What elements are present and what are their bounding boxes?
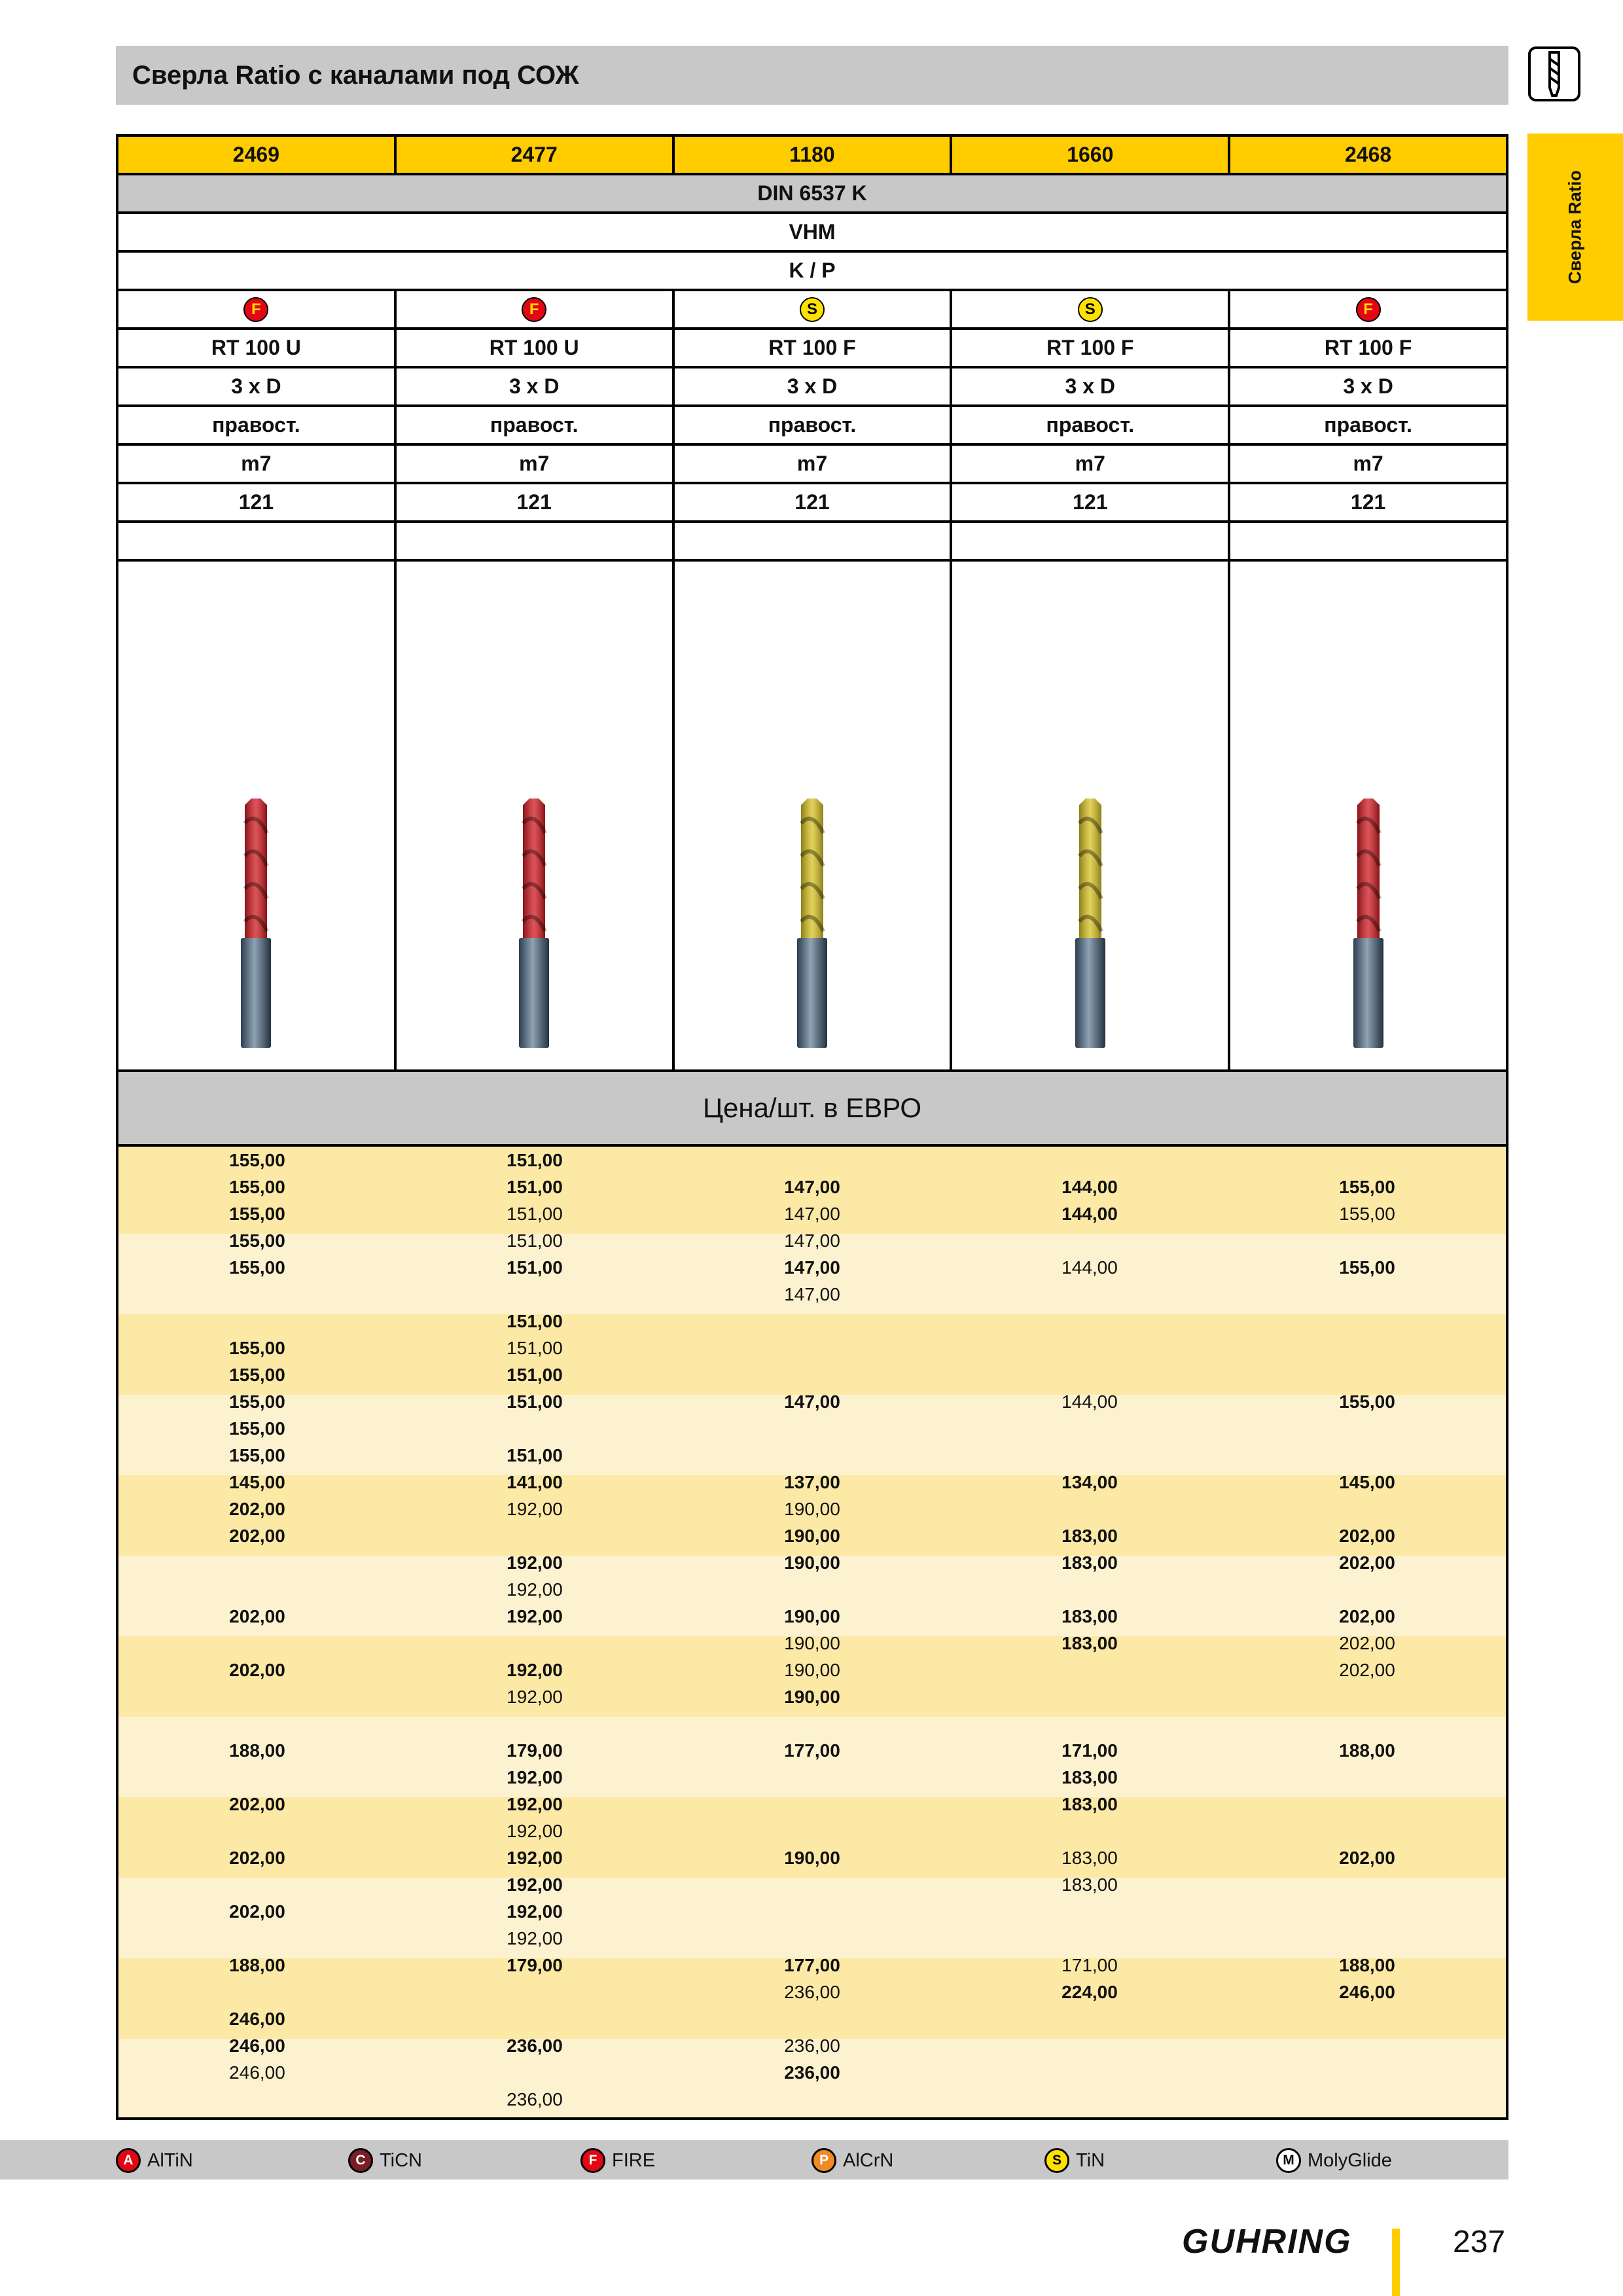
price-cell: 202,00 <box>229 1848 285 1868</box>
price-cell: 155,00 <box>229 1204 285 1224</box>
application-value: K / P <box>789 259 836 282</box>
side-tab-label: Сверла Ratio <box>1565 170 1585 284</box>
price-cell: 183,00 <box>1061 1552 1118 1573</box>
price-header: Цена/шт. в ЕВРО <box>118 1072 1506 1147</box>
price-cell: 202,00 <box>1339 1552 1395 1573</box>
price-cell: 155,00 <box>1339 1204 1395 1224</box>
price-cell: 151,00 <box>507 1204 563 1224</box>
price-cell: 246,00 <box>229 2036 285 2056</box>
price-cell: 192,00 <box>507 1874 563 1895</box>
article-number: 2469 <box>118 137 397 173</box>
coating-fire-icon: F <box>580 2148 605 2173</box>
price-cell: 183,00 <box>1061 1848 1118 1868</box>
price-cell: 137,00 <box>784 1472 840 1492</box>
drill-image <box>511 797 557 1052</box>
coating-icon: S <box>800 297 825 322</box>
price-cell: 141,00 <box>507 1472 563 1492</box>
standard-row <box>118 175 1506 214</box>
type-value: RT 100 U <box>397 330 675 366</box>
direction-value: правост. <box>952 407 1230 443</box>
price-cell: 190,00 <box>784 1660 840 1680</box>
side-tab[interactable] <box>1527 134 1623 321</box>
price-cell: 190,00 <box>784 1848 840 1868</box>
price-cell: 202,00 <box>229 1499 285 1519</box>
price-cell: 202,00 <box>1339 1848 1395 1868</box>
legend-item <box>1276 2147 1392 2174</box>
legend-item <box>580 2147 655 2174</box>
price-cell: 144,00 <box>1061 1257 1118 1278</box>
length-value: 3 x D <box>118 368 397 404</box>
length-value: 3 x D <box>1343 374 1393 398</box>
price-cell: 190,00 <box>784 1633 840 1653</box>
price-cell: 246,00 <box>229 2009 285 2029</box>
price-cell: 202,00 <box>229 1606 285 1626</box>
legend-label: FIRE <box>612 2149 656 2171</box>
direction-row <box>118 407 1506 446</box>
coating-ticn-icon: C <box>348 2148 373 2173</box>
tolerance-value: m7 <box>675 446 953 482</box>
price-cell: 192,00 <box>507 1901 563 1922</box>
price-cell: 151,00 <box>507 1230 563 1251</box>
standard-value: DIN 6537 K <box>757 181 867 205</box>
price-cell: 192,00 <box>507 1579 563 1600</box>
footer-divider <box>1392 2229 1400 2296</box>
price-cell: 145,00 <box>1339 1472 1395 1492</box>
price-cell: 155,00 <box>229 1391 285 1412</box>
price-cell: 155,00 <box>229 1338 285 1358</box>
price-cell: 192,00 <box>507 1794 563 1814</box>
material-row <box>118 214 1506 253</box>
article-number: 1180 <box>675 137 953 173</box>
price-cell: 155,00 <box>229 1418 285 1439</box>
drill-image <box>233 797 279 1052</box>
price-cell: 147,00 <box>784 1257 840 1278</box>
legend-item <box>812 2147 893 2174</box>
legend-label: MolyGlide <box>1308 2149 1392 2171</box>
price-cell: 171,00 <box>1061 1955 1118 1975</box>
price-cell: 188,00 <box>229 1955 285 1975</box>
legend-label: TiCN <box>380 2149 422 2171</box>
price-cell: 192,00 <box>507 1821 563 1841</box>
drill-image <box>1346 797 1391 1052</box>
price-table <box>118 1147 1506 2117</box>
price-cell: 192,00 <box>507 1552 563 1573</box>
price-cell: 246,00 <box>229 2062 285 2083</box>
type-row <box>118 330 1506 368</box>
application-row <box>118 253 1506 291</box>
price-cell: 144,00 <box>1061 1391 1118 1412</box>
direction-value: правост. <box>1324 413 1412 437</box>
legend-item <box>348 2147 422 2174</box>
price-cell: 147,00 <box>784 1230 840 1251</box>
page-number: 237 <box>1453 2225 1506 2259</box>
price-cell: 192,00 <box>507 1687 563 1707</box>
legend-label: AlTiN <box>147 2149 193 2171</box>
price-cell: 202,00 <box>229 1794 285 1814</box>
price-cell: 144,00 <box>1061 1177 1118 1197</box>
price-cell: 147,00 <box>784 1391 840 1412</box>
type-value: RT 100 U <box>118 330 397 366</box>
price-cell: 151,00 <box>507 1311 563 1331</box>
price-cell: 183,00 <box>1061 1874 1118 1895</box>
price-cell: 190,00 <box>784 1552 840 1573</box>
price-cell: 236,00 <box>507 2036 563 2056</box>
material-value: VHM <box>789 220 836 243</box>
price-cell: 147,00 <box>784 1284 840 1304</box>
price-cell: 151,00 <box>507 1257 563 1278</box>
price-cell: 145,00 <box>229 1472 285 1492</box>
price-cell: 190,00 <box>784 1499 840 1519</box>
length-value: 3 x D <box>952 368 1230 404</box>
price-cell: 155,00 <box>229 1257 285 1278</box>
price-cell: 179,00 <box>507 1740 563 1761</box>
length-row <box>118 368 1506 407</box>
price-cell: 134,00 <box>1061 1472 1118 1492</box>
article-number: 2477 <box>397 137 675 173</box>
price-cell: 183,00 <box>1061 1794 1118 1814</box>
price-cell: 151,00 <box>507 1150 563 1170</box>
direction-value: правост. <box>118 407 397 443</box>
tolerance-value: m7 <box>397 446 675 482</box>
price-cell: 151,00 <box>507 1391 563 1412</box>
brand-logo: GUHRING <box>1182 2223 1352 2261</box>
price-cell: 192,00 <box>507 1660 563 1680</box>
price-cell: 151,00 <box>507 1177 563 1197</box>
coating-icon: F <box>243 297 268 322</box>
price-cell: 177,00 <box>784 1740 840 1761</box>
tolerance-value: m7 <box>118 446 397 482</box>
page-ref-value: 121 <box>118 484 397 520</box>
price-cell: 202,00 <box>1339 1526 1395 1546</box>
price-cell: 192,00 <box>507 1767 563 1787</box>
price-cell: 147,00 <box>784 1204 840 1224</box>
drill-image-cell <box>397 562 675 1069</box>
price-cell: 151,00 <box>507 1445 563 1465</box>
price-cell: 179,00 <box>507 1955 563 1975</box>
price-cell: 202,00 <box>229 1526 285 1546</box>
price-cell: 236,00 <box>507 2089 563 2109</box>
drill-image <box>789 797 835 1052</box>
price-cell: 155,00 <box>229 1177 285 1197</box>
price-cell: 183,00 <box>1061 1606 1118 1626</box>
price-cell: 246,00 <box>1339 1982 1395 2002</box>
price-cell: 188,00 <box>1339 1955 1395 1975</box>
price-cell: 192,00 <box>507 1928 563 1948</box>
price-cell: 192,00 <box>507 1499 563 1519</box>
price-cell: 183,00 <box>1061 1633 1118 1653</box>
drill-image <box>1067 797 1113 1052</box>
coating-alcrn-icon: P <box>812 2148 836 2173</box>
tolerance-value: m7 <box>952 446 1230 482</box>
price-cell: 192,00 <box>507 1848 563 1868</box>
coating-icon: F <box>1356 297 1381 322</box>
type-value: RT 100 F <box>952 330 1230 366</box>
direction-value: правост. <box>397 407 675 443</box>
price-cell: 151,00 <box>507 1365 563 1385</box>
price-cell: 147,00 <box>784 1177 840 1197</box>
price-cell: 224,00 <box>1061 1982 1118 2002</box>
price-cell: 190,00 <box>784 1606 840 1626</box>
price-cell: 192,00 <box>507 1606 563 1626</box>
type-value: RT 100 F <box>1324 336 1412 359</box>
price-cell: 236,00 <box>784 2036 840 2056</box>
price-cell: 183,00 <box>1061 1526 1118 1546</box>
page-ref-value: 121 <box>675 484 953 520</box>
price-cell: 202,00 <box>229 1660 285 1680</box>
price-cell: 183,00 <box>1061 1767 1118 1787</box>
article-number: 1660 <box>952 137 1230 173</box>
page-ref-value: 121 <box>952 484 1230 520</box>
coating-tin-icon: S <box>1044 2148 1069 2173</box>
legend-item <box>116 2147 193 2174</box>
coating-icon: S <box>1078 297 1103 322</box>
tolerance-value: m7 <box>1353 452 1383 475</box>
legend-item <box>1044 2147 1105 2174</box>
price-cell: 155,00 <box>229 1230 285 1251</box>
coating-icon: F <box>522 297 546 322</box>
spec-table <box>116 134 1508 2120</box>
coating-altin-icon: A <box>116 2148 141 2173</box>
price-cell: 188,00 <box>1339 1740 1395 1761</box>
length-value: 3 x D <box>397 368 675 404</box>
price-cell: 202,00 <box>1339 1606 1395 1626</box>
price-cell: 177,00 <box>784 1955 840 1975</box>
page-title: Сверла Ratio с каналами под СОЖ <box>132 61 579 90</box>
legend-label: TiN <box>1076 2149 1105 2171</box>
price-cell: 190,00 <box>784 1526 840 1546</box>
price-cell: 155,00 <box>1339 1177 1395 1197</box>
drill-image-cell <box>1230 562 1506 1069</box>
direction-value: правост. <box>675 407 953 443</box>
price-cell: 151,00 <box>507 1338 563 1358</box>
coating-row <box>118 291 1506 330</box>
price-cell: 155,00 <box>229 1150 285 1170</box>
tolerance-row <box>118 446 1506 484</box>
page-ref-value: 121 <box>1350 490 1386 514</box>
price-cell: 155,00 <box>229 1365 285 1385</box>
page-ref-value: 121 <box>397 484 675 520</box>
drill-image-cell <box>118 562 397 1069</box>
price-cell: 155,00 <box>1339 1257 1395 1278</box>
drill-icon <box>1527 46 1581 102</box>
price-cell: 202,00 <box>1339 1633 1395 1653</box>
type-value: RT 100 F <box>675 330 953 366</box>
drill-image-cell <box>952 562 1230 1069</box>
article-number-row <box>118 137 1506 175</box>
price-cell: 236,00 <box>784 2062 840 2083</box>
price-cell: 144,00 <box>1061 1204 1118 1224</box>
coating-molyglide-icon: M <box>1276 2148 1301 2173</box>
article-number: 2468 <box>1344 143 1392 166</box>
page-ref-row <box>118 484 1506 523</box>
drill-image-cell <box>675 562 953 1069</box>
price-cell: 202,00 <box>229 1901 285 1922</box>
price-cell: 202,00 <box>1339 1660 1395 1680</box>
length-value: 3 x D <box>675 368 953 404</box>
price-cell: 155,00 <box>1339 1391 1395 1412</box>
price-cell: 171,00 <box>1061 1740 1118 1761</box>
drill-image-row <box>118 562 1506 1072</box>
price-cell: 155,00 <box>229 1445 285 1465</box>
legend-label: AlCrN <box>843 2149 894 2171</box>
price-cell: 190,00 <box>784 1687 840 1707</box>
price-cell: 188,00 <box>229 1740 285 1761</box>
empty-row <box>118 523 1506 562</box>
price-cell: 236,00 <box>784 1982 840 2002</box>
